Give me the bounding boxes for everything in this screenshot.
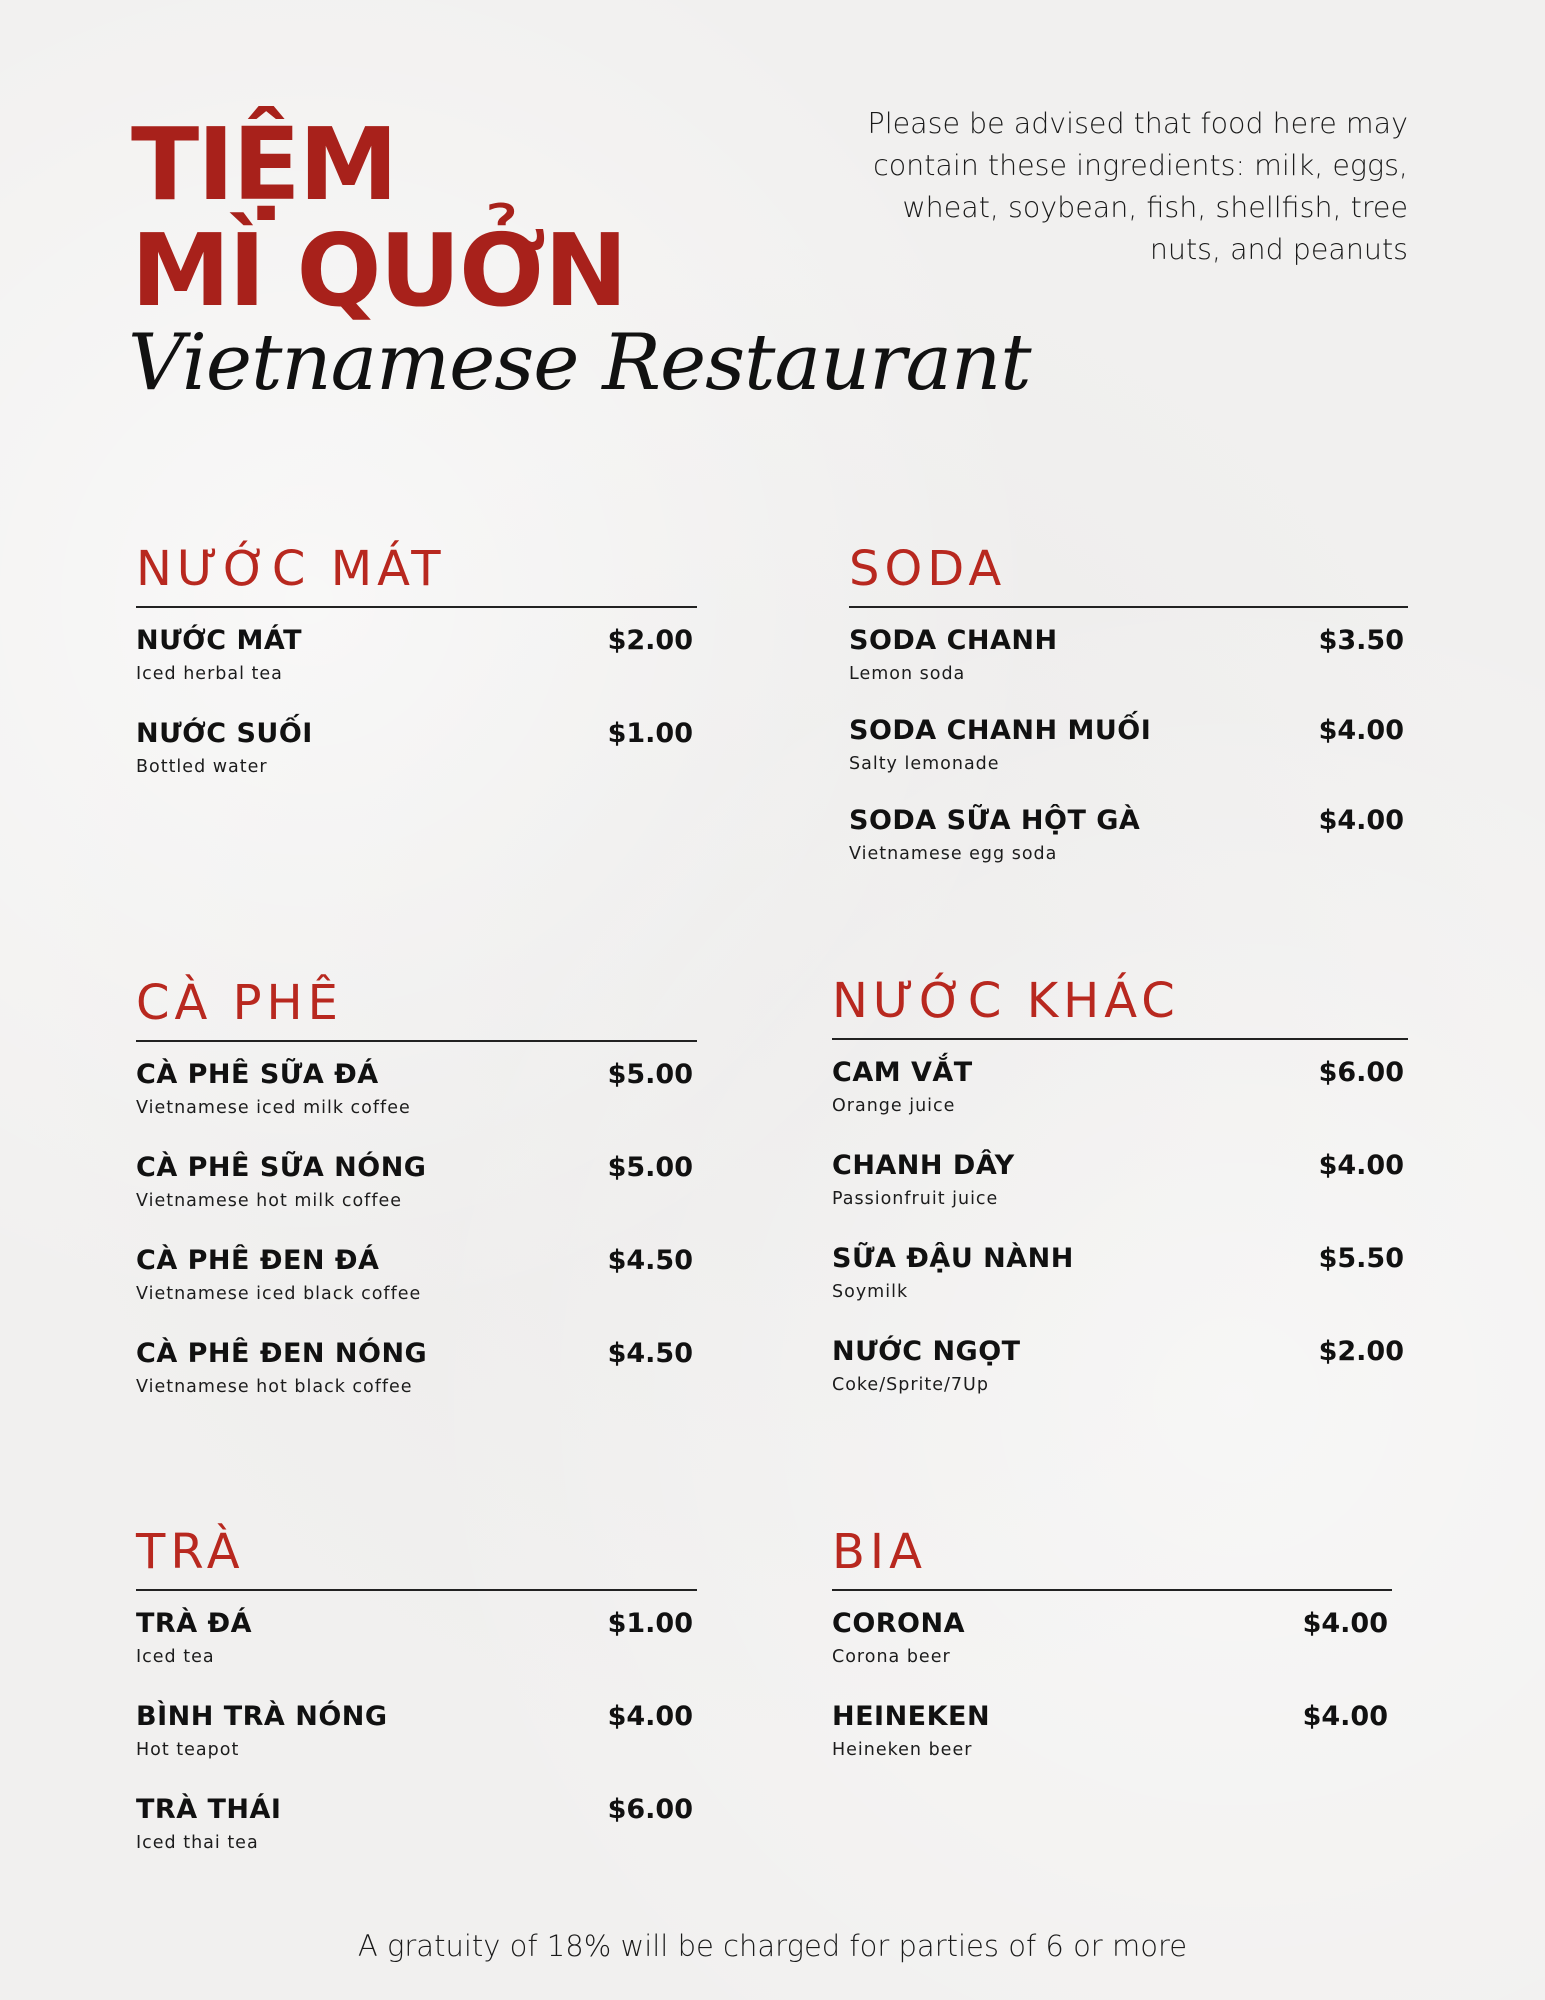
item-name: SỮA ĐẬU NÀNH [832, 1243, 1074, 1274]
section-soda [849, 540, 1408, 894]
item-description: Vietnamese hot milk coffee [136, 1191, 403, 1211]
item-name: NƯỚC SUỐI [136, 718, 313, 749]
section-title: CÀ PHÊ [136, 974, 697, 1042]
restaurant-name-line1: TIỆM [131, 106, 397, 223]
menu-item [832, 1149, 1408, 1242]
item-description: Vietnamese hot black coffee [136, 1377, 413, 1397]
item-name: NƯỚC NGỌT [832, 1336, 1021, 1367]
section-ca-phe [136, 974, 697, 1430]
item-name: SODA SỮA HỘT GÀ [849, 805, 1141, 836]
restaurant-name [131, 106, 626, 329]
item-description: Orange juice [832, 1096, 956, 1116]
menu-item [136, 1607, 697, 1700]
section-title: BIA [832, 1523, 1392, 1591]
menu-item [849, 624, 1408, 714]
item-description: Heineken beer [832, 1740, 973, 1760]
item-description: Bottled water [136, 757, 268, 777]
item-price: $4.00 [1302, 1701, 1388, 1732]
item-price: $6.00 [1318, 1057, 1404, 1088]
item-description: Vietnamese iced black coffee [136, 1284, 422, 1304]
item-price: $4.00 [1318, 805, 1404, 836]
menu-item [136, 1700, 697, 1793]
section-title: SODA [849, 540, 1408, 608]
item-price: $1.00 [607, 1608, 693, 1639]
item-description: Soymilk [832, 1282, 909, 1302]
item-description: Vietnamese egg soda [849, 844, 1058, 864]
item-description: Iced tea [136, 1647, 215, 1667]
menu-item [832, 1056, 1408, 1149]
menu-item [832, 1700, 1392, 1793]
item-price: $4.00 [1318, 715, 1404, 746]
item-price: $2.00 [1318, 1336, 1404, 1367]
item-price: $2.00 [607, 625, 693, 656]
item-price: $4.00 [607, 1701, 693, 1732]
allergen-notice: Please be advised that food here may contain these ingredients: milk, eggs, wheat, soybean, fish, shellfish, tree nuts, and peanuts [867, 107, 1408, 266]
item-price: $5.00 [607, 1152, 693, 1183]
section-tra [136, 1523, 697, 1886]
menu-item [136, 624, 697, 717]
item-description: Hot teapot [136, 1740, 240, 1760]
item-price: $4.00 [1302, 1608, 1388, 1639]
item-name: BÌNH TRÀ NÓNG [136, 1701, 388, 1732]
item-price: $4.00 [1318, 1150, 1404, 1181]
item-price: $3.50 [1318, 625, 1404, 656]
section-title: NƯỚC KHÁC [832, 972, 1408, 1040]
item-description: Salty lemonade [849, 754, 1000, 774]
item-name: CÀ PHÊ ĐEN ĐÁ [136, 1245, 380, 1276]
item-name: TRÀ THÁI [136, 1794, 282, 1825]
menu-item [136, 1244, 697, 1337]
item-name: NƯỚC MÁT [136, 625, 303, 656]
item-name: SODA CHANH MUỐI [849, 715, 1152, 746]
section-title: TRÀ [136, 1523, 697, 1591]
menu-item [849, 714, 1408, 804]
menu-item [832, 1335, 1408, 1428]
item-name: TRÀ ĐÁ [136, 1608, 253, 1639]
gratuity-notice: A gratuity of 18% will be charged for parties of 6 or more [357, 1929, 1188, 1963]
menu-item [136, 717, 697, 810]
section-nuoc-mat [136, 540, 697, 810]
section-bia [832, 1523, 1392, 1793]
item-price: $5.00 [607, 1059, 693, 1090]
menu-item [136, 1793, 697, 1886]
item-price: $6.00 [607, 1794, 693, 1825]
menu-item [832, 1607, 1392, 1700]
menu-item [136, 1337, 697, 1430]
item-name: CAM VẮT [832, 1057, 973, 1088]
item-name: CORONA [832, 1608, 966, 1639]
section-title: NƯỚC MÁT [136, 540, 697, 608]
item-name: CÀ PHÊ SỮA NÓNG [136, 1152, 427, 1183]
item-description: Coke/Sprite/7Up [832, 1375, 989, 1395]
item-name: SODA CHANH [849, 625, 1058, 656]
item-price: $1.00 [607, 718, 693, 749]
item-name: CHANH DÂY [832, 1150, 1015, 1181]
menu-item [832, 1242, 1408, 1335]
menu-item [136, 1151, 697, 1244]
restaurant-subtitle: Vietnamese Restaurant [128, 318, 1031, 408]
item-price: $4.50 [607, 1338, 693, 1369]
item-description: Lemon soda [849, 664, 966, 684]
item-description: Iced thai tea [136, 1833, 259, 1853]
item-description: Iced herbal tea [136, 664, 283, 684]
item-description: Vietnamese iced milk coffee [136, 1098, 411, 1118]
menu-item [849, 804, 1408, 894]
restaurant-name-line2: MÌ QUỞN [131, 212, 626, 329]
item-name: CÀ PHÊ ĐEN NÓNG [136, 1338, 428, 1369]
item-price: $5.50 [1318, 1243, 1404, 1274]
item-name: HEINEKEN [832, 1701, 991, 1732]
item-description: Passionfruit juice [832, 1189, 999, 1209]
item-name: CÀ PHÊ SỮA ĐÁ [136, 1059, 379, 1090]
section-nuoc-khac [832, 972, 1408, 1428]
menu-item [136, 1058, 697, 1151]
item-description: Corona beer [832, 1647, 951, 1667]
item-price: $4.50 [607, 1245, 693, 1276]
